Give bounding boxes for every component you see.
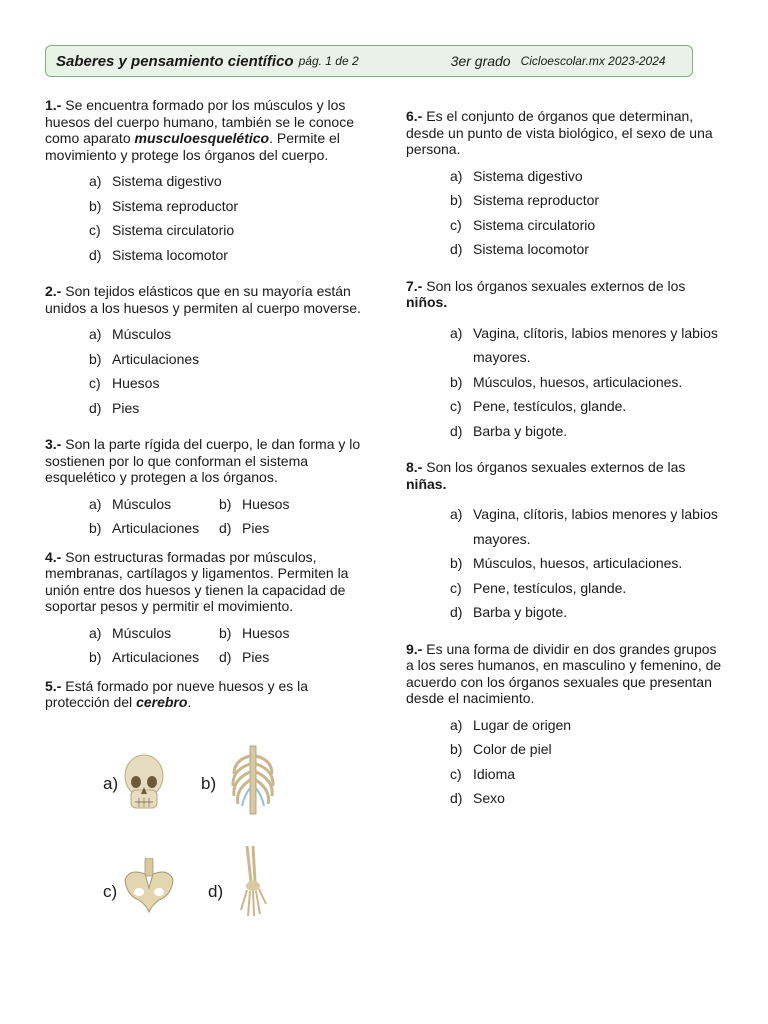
question-7-text: 7.- Son los órganos sexuales externos de los niños.: [406, 277, 686, 310]
option-c[interactable]: c) Sistema circulatorio: [450, 216, 596, 233]
question-2-options: [89, 326, 365, 424]
image-label-b[interactable]: b): [201, 774, 217, 793]
option-d[interactable]: d) Sistema locomotor: [450, 241, 589, 257]
question-6-options: [450, 168, 726, 266]
question-8: [406, 459, 726, 629]
option-b[interactable]: b) Articulaciones: [89, 350, 200, 367]
option-c[interactable]: c) Pene, testículos, glande.: [450, 398, 627, 414]
option-d[interactable]: d) Pies: [89, 399, 140, 416]
question-4: [45, 549, 365, 666]
option-d[interactable]: d) Barba y bigote.: [450, 604, 568, 620]
grade-label: 3er grado: [450, 53, 511, 69]
option-a[interactable]: a) Músculos: [89, 495, 172, 512]
option-b[interactable]: b) Sistema reproductor: [450, 192, 600, 208]
option-c[interactable]: c) Sistema circulatorio: [89, 222, 235, 238]
question-4-text: 4.- Son estructuras formadas por músculos, membranas, cartílagos y ligamentos. Permiten la unión entre dos huesos y tienen la capacidad de soportar pesos y permitir el movimiento.: [45, 548, 349, 614]
option-c[interactable]: c) Idioma: [450, 765, 516, 782]
question-8-options: [450, 502, 726, 629]
question-7: [406, 278, 726, 448]
question-5-image-options: [95, 742, 315, 922]
option-d[interactable]: d) Barba y bigote.: [450, 422, 568, 439]
question-1-options: [89, 173, 365, 271]
option-a[interactable]: a) Vagina, clítoris, labios menores y labios mayores.: [450, 506, 718, 547]
image-label-c[interactable]: c): [103, 882, 118, 901]
option-b[interactable]: b) Sistema reproductor: [89, 197, 239, 214]
skull-icon[interactable]: [121, 752, 167, 814]
question-5: [45, 678, 365, 711]
question-4-options: [89, 625, 365, 666]
pelvis-icon[interactable]: [121, 858, 177, 916]
option-c[interactable]: c) Pene, testículos, glande.: [450, 579, 627, 596]
option-b2[interactable]: b) Articulaciones: [89, 649, 200, 665]
option-d[interactable]: d) Sexo: [450, 790, 505, 806]
question-3-options: [89, 496, 365, 537]
image-label-d[interactable]: d): [208, 882, 224, 901]
option-b[interactable]: b) Color de piel: [450, 741, 552, 757]
option-b[interactable]: b) Músculos, huesos, articulaciones.: [450, 373, 683, 390]
question-1-text: 1.- Se encuentra formado por los músculos y los huesos del cuerpo humano, también se le conoce como aparato musculoesquelético. Permite el movimiento y protege los órganos del cuerpo.: [45, 97, 354, 163]
worksheet-header: [45, 45, 693, 77]
question-3: [45, 436, 365, 537]
question-8-text: 8.- Son los órganos sexuales externos de las niñas.: [406, 459, 686, 492]
option-a[interactable]: a) Sistema digestivo: [89, 173, 222, 189]
right-column: [406, 108, 726, 827]
question-3-text: 3.- Son la parte rígida del cuerpo, le dan forma y lo sostienen por lo que conforman el sistema esquelético y protegen a los órganos.: [45, 436, 361, 485]
option-a[interactable]: a) Músculos: [89, 326, 172, 342]
question-5-text: 5.- Está formado por nueve huesos y es la protección del cerebro.: [45, 677, 309, 710]
option-c[interactable]: c) Huesos: [89, 375, 160, 391]
option-a[interactable]: a) Lugar de origen: [450, 716, 572, 733]
option-a[interactable]: a) Músculos: [89, 624, 172, 641]
question-1: [45, 97, 365, 271]
left-column: [45, 97, 365, 723]
question-9-options: [450, 717, 726, 815]
question-6-text: 6.- Es el conjunto de órganos que determinan, desde un punto de vista biológico, el sexo de una persona.: [406, 108, 713, 157]
arm-bones-icon[interactable]: [235, 844, 275, 918]
ribcage-icon[interactable]: [228, 744, 278, 816]
option-b[interactable]: b) Músculos, huesos, articulaciones.: [450, 555, 683, 571]
option-a[interactable]: a) Vagina, clítoris, labios menores y labios mayores.: [450, 324, 718, 365]
option-d[interactable]: d) Sistema locomotor: [89, 246, 228, 263]
question-9: [406, 641, 726, 815]
question-7-options: [450, 321, 726, 448]
option-b[interactable]: b) Huesos: [219, 495, 290, 512]
option-b2[interactable]: b) Articulaciones: [89, 520, 200, 536]
question-2: [45, 283, 365, 424]
site-label: Cicloescolar.mx 2023-2024: [520, 54, 666, 68]
image-label-a[interactable]: a): [103, 774, 119, 793]
question-9-text: 9.- Es una forma de dividir en dos grandes grupos a los seres humanos, en masculino y femenino, de acuerdo con los órganos sexuales que presentan desde el nacimiento.: [406, 640, 722, 706]
option-d[interactable]: d) Pies: [219, 649, 270, 665]
question-2-text: 2.- Son tejidos elásticos que en su mayoría están unidos a los huesos y permiten al cuerpo moverse.: [45, 283, 361, 316]
option-b[interactable]: b) Huesos: [219, 624, 290, 641]
option-d[interactable]: d) Pies: [219, 520, 270, 536]
option-a[interactable]: a) Sistema digestivo: [450, 167, 583, 184]
question-6: [406, 108, 726, 266]
subject-title: Saberes y pensamiento científico: [56, 52, 294, 70]
page-indicator: pág. 1 de 2: [298, 54, 359, 68]
